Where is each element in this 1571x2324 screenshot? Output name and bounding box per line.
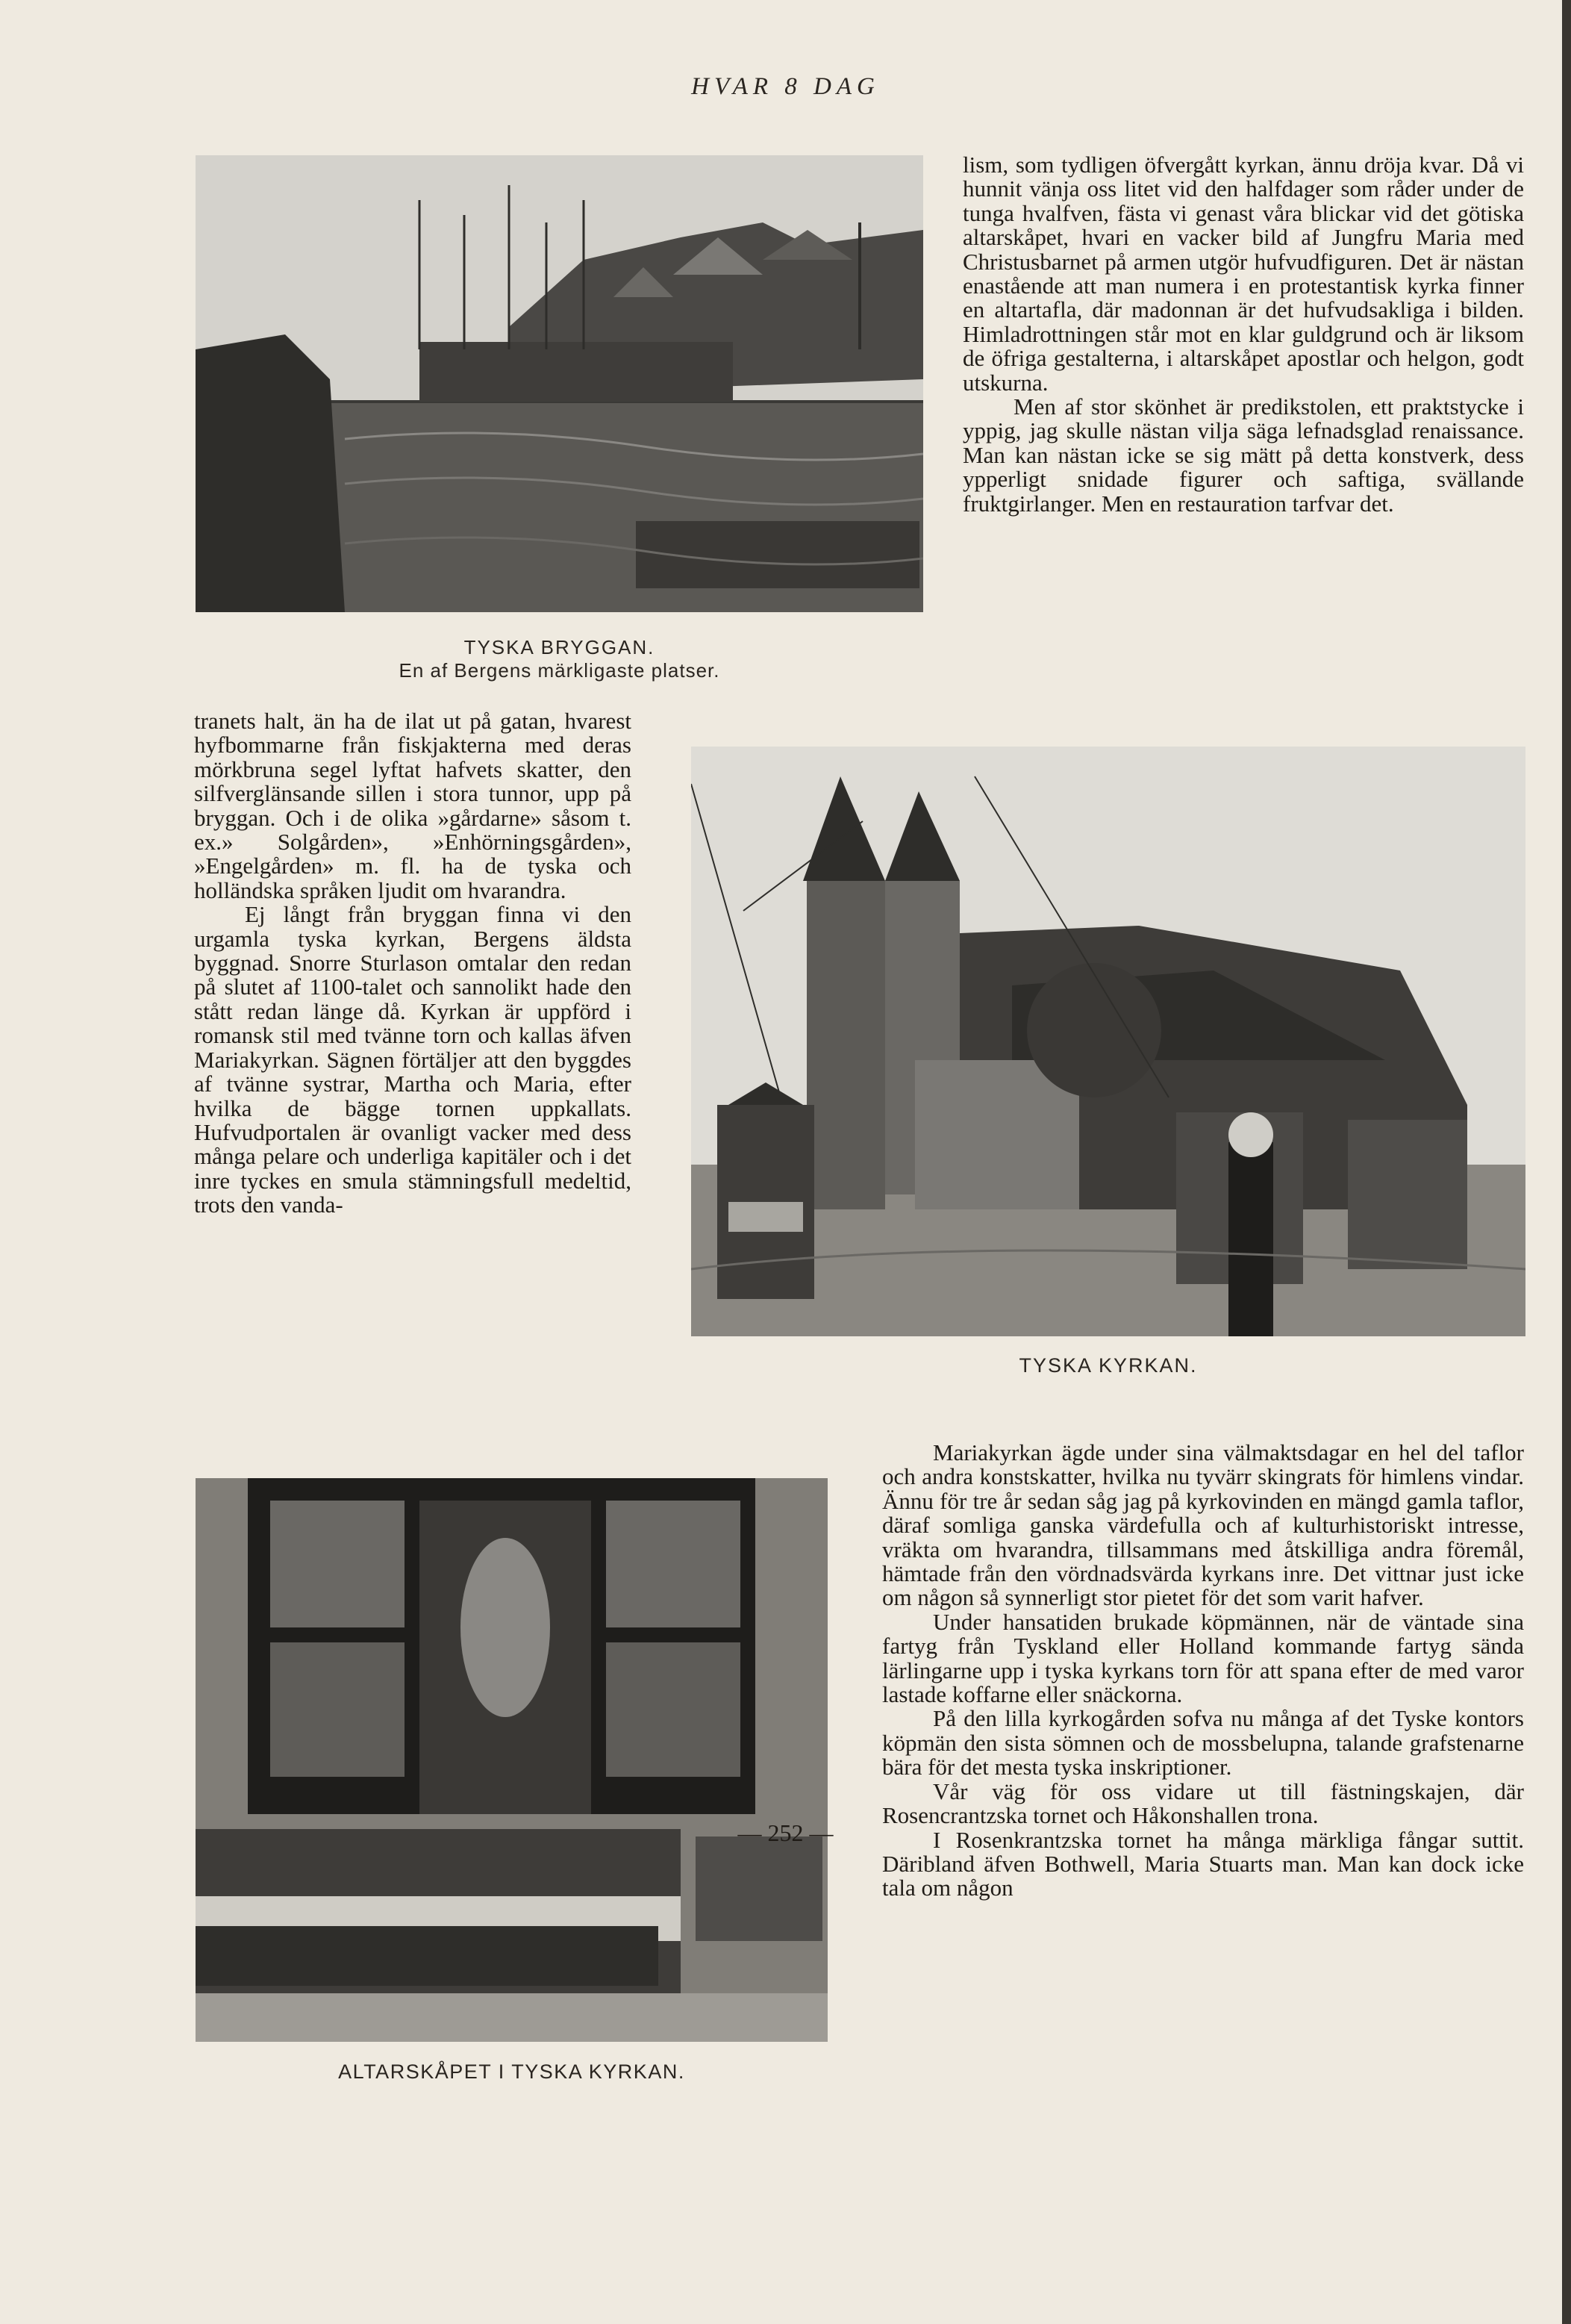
photo-altarskapet: [196, 1478, 828, 2042]
paragraph: lism, som tydligen öfvergått kyrkan, ännu dröja kvar. Då vi hunnit vänja oss litet vid den halfdager som råder under de tunga hvalfven, fästa vi genast våra blickar vid det götiska altarskåpet, hvari en vacker bild af Jungfru Maria med Christusbarnet på armen utgör hufvudfiguren. Det är nästan enastående att man numera i en protestantisk kyrka finner en altartafla, där madonnan är det hufvudsakliga i bilden. Himladrottningen står mot en klar guldgrund och är liksom de öfriga gestalterna, i altarskåpet apostlar och helgon, godt utskurna.: [963, 152, 1524, 396]
caption-title: TYSKA KYRKAN.: [1019, 1354, 1198, 1377]
paragraph: Men af stor skönhet är predikstolen, ett praktstycke i yppig, jag skulle nästan vilja säga lefnadsglad renaissance. Man kan nästan icke se sig mätt på detta konstverk, dess ypperligt snidade figurer och saftiga, svällande fruktgirlanger. Men en restauration tarfvar det.: [963, 393, 1524, 517]
caption-title: TYSKA BRYGGAN.: [463, 636, 655, 658]
photo-tyska-kyrkan: [691, 747, 1525, 1336]
paragraph: Vår väg för oss vidare ut till fästningskajen, där Rosencrantzska tornet och Håkonshallen trona.: [882, 1778, 1524, 1829]
caption-title: ALTARSKÅPET I TYSKA KYRKAN.: [338, 2060, 685, 2083]
page-number: — 252 —: [737, 1819, 834, 1846]
paragraph: På den lilla kyrkogården sofva nu många af det Tyske kontors köpmän den sista sömnen och de mossbelupna, talande grafstenarne bära för det mesta tyska inskriptioner.: [882, 1705, 1524, 1781]
text-column-left: [194, 709, 631, 1218]
caption-tyska-bryggan: [196, 636, 923, 682]
paragraph: tranets halt, än ha de ilat ut på gatan, hvarest hyfbommarne från fiskjakterna med deras mörkbruna segel lyftat hafvets skatter, den silfverglänsande sillen i stora tunnor, upp på bryggan. Och i de olika »gårdarne» såsom t. ex.» Solgården», »Enhörningsgården», »Engelgården» m. fl. ha de tyska och holländska språken ljudit om hvarandra.: [194, 708, 631, 903]
text-column-right-top: [963, 153, 1524, 516]
paragraph: Ej långt från bryggan finna vi den urgamla tyska kyrkan, Bergens äldsta byggnad. Snorre Sturlason omtalar den redan på slutet af 1100-talet och sannolikt hade den stått redan länge då. Kyrkan är uppförd i romansk stil med tvänne torn och kallas äfven Mariakyrkan. Sägnen förtäljer att den byggdes af tvänne systrar, Martha och Maria, efter hvilka de bägge tornen uppkallats. Hufvudportalen är ovanligt vacker med dess många pelare och underliga kapitäler och i det inre tyckes en smula stämningsfull medeltid, trots den vanda-: [194, 901, 631, 1218]
paragraph: I Rosenkrantzska tornet ha många märkliga fångar suttit. Däribland äfven Bothwell, Maria Stuarts man. Man kan dock icke tala om någon: [882, 1826, 1524, 1901]
photo-tyska-bryggan: [196, 155, 923, 612]
caption-altarskapet: [196, 2060, 828, 2084]
caption-tyska-kyrkan: [691, 1354, 1525, 1377]
caption-subtitle: En af Bergens märkligaste platser.: [399, 659, 720, 682]
paragraph: Mariakyrkan ägde under sina välmaktsdagar en hel del taflor och andra konstskatter, hvilka nu tyvärr skingrats för himlens vindar. Ännu för tre år sedan såg jag på kyrkovinden en mängd gamla taflor, däraf somliga ganska värdefulla och af kulturhistoriskt intresse, vräkta om hvarandra, tillsammans med åtskilliga andra föremål, hämtade från den vördnadsvärda kyrkans inre. Det vittnar just icke om någon så synnerligt stor pietet för det som varit hafver.: [882, 1439, 1524, 1611]
page-edge: [1562, 0, 1571, 2324]
running-header: HVAR 8 DAG: [691, 73, 880, 100]
paragraph: Under hansatiden brukade köpmännen, när de väntade sina fartyg från Tyskland eller Holland kommande fartyg sända lärlingarne upp i tyska kyrkans torn för att spana efter de med varor lastade koffarne eller snäckorna.: [882, 1608, 1524, 1708]
